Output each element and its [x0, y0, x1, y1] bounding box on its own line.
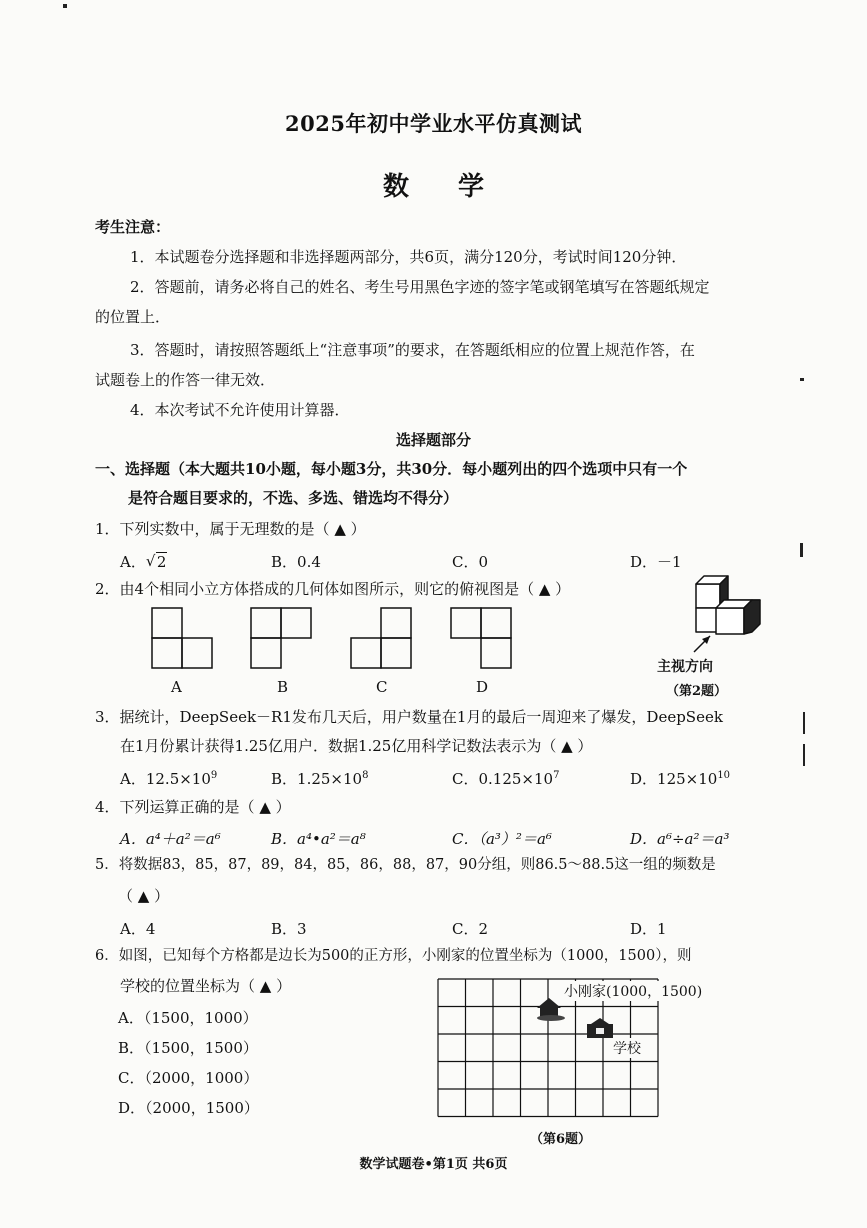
section-instruction-cont: 是符合题目要求的，不选、多选、错选均不得分） — [128, 489, 459, 507]
q6-home-label: 小刚家(1000，1500) — [562, 981, 704, 1001]
page-footer: 数学试题卷•第1页 共6页 — [359, 1157, 508, 1172]
q2-stem: 2．由4个相同小立方体搭成的几何体如图所示，则它的俯视图是（ ▲ ） — [95, 580, 571, 598]
q2-caption: （第2题） — [666, 684, 728, 699]
notice-item-4: 4．本次考试不允许使用计算器． — [130, 401, 350, 419]
notice-item-3: 3．答题时，请按照答题纸上“注意事项”的要求，在答题纸相应的位置上规范作答，在 — [130, 341, 695, 359]
scan-mark — [63, 4, 67, 8]
q6-option-b: B．（1500，1500） — [118, 1039, 258, 1057]
q4-option-b: B．a⁴•a²＝a⁸ — [271, 830, 366, 848]
q6-option-c: C．（2000，1000） — [118, 1069, 259, 1087]
section-instruction: 一、选择题（本大题共10小题，每小题3分，共30分．每小题列出的四个选项中只有一个 — [95, 460, 688, 478]
q5-option-a: A．4 — [120, 920, 156, 938]
q3-option-a: A．$12.5\times 10^9$ — [120, 770, 218, 788]
subject-heading: 数 学 — [382, 172, 505, 202]
q5-option-c: C．2 — [452, 920, 489, 938]
q2-label-b: B — [277, 678, 289, 696]
q3-option-c: C．$0.125\times 10^7$ — [452, 770, 560, 788]
q6-stem-line2: 学校的位置坐标为（ ▲ ） — [120, 977, 292, 995]
q3-stem-line1: 3．据统计，DeepSeek－R1发布几天后，用户数量在1月的最后一周迎来了爆发，DeepSeek — [95, 708, 723, 726]
q3-option-d: D．$125\times 10^{10}$ — [630, 770, 731, 788]
q2-figure-a — [152, 608, 212, 668]
q6-stem-line1: 6．如图，已知每个方格都是边长为500的正方形，小刚家的位置坐标为（1000，1500），则 — [95, 948, 692, 964]
q2-top-view-options — [140, 600, 560, 700]
q2-figure-c — [351, 608, 411, 668]
notice-heading: 考生注意： — [95, 218, 171, 236]
q4-option-d: D．a⁶÷a²＝a³ — [630, 830, 730, 848]
q4-stem: 4．下列运算正确的是（ ▲ ） — [95, 798, 291, 816]
scan-mark — [803, 744, 805, 766]
scan-mark — [800, 543, 803, 557]
sqrt-symbol: √ 2 — [145, 552, 167, 571]
notice-item-3-cont: 试题卷上的作答一律无效． — [95, 371, 276, 389]
q6-option-d: D．（2000，1500） — [118, 1099, 259, 1117]
q2-label-c: C — [376, 678, 388, 696]
q1-stem: 1．下列实数中，属于无理数的是（ ▲ ） — [95, 520, 366, 538]
notice-item-1: 1．本试题卷分选择题和非选择题两部分，共6页，满分120分，考试时间120分钟． — [130, 248, 687, 266]
notice-item-2-cont: 的位置上． — [95, 308, 171, 326]
q1-option-b: B．0.4 — [271, 553, 321, 571]
q1-option-d: D．－1 — [630, 553, 682, 571]
q6-caption: （第6题） — [530, 1132, 592, 1147]
home-icon — [537, 998, 565, 1021]
q1-option-a: A． √ 2 — [120, 552, 167, 571]
q5-option-d: D．1 — [630, 920, 667, 938]
q2-label-a: A — [171, 678, 182, 696]
scan-mark — [800, 378, 804, 381]
q4-option-c: C．（a³）²＝a⁶ — [452, 830, 552, 848]
notice-item-2: 2．答题前，请务必将自己的姓名、考生号用黑色字迹的签字笔或钢笔填写在答题纸规定 — [130, 278, 710, 296]
q2-view-direction: 主视方向 — [657, 659, 713, 675]
q1-option-c: C．0 — [452, 553, 489, 571]
q6-option-a: A．（1500，1000） — [118, 1009, 258, 1027]
q3-stem-line2: 在1月份累计获得1.25亿用户．数据1.25亿用科学记数法表示为（ ▲ ） — [120, 737, 593, 755]
school-icon — [587, 1018, 613, 1038]
q3-option-b: B．$1.25\times 10^8$ — [271, 770, 369, 788]
q5-stem-line2: （ ▲ ） — [118, 887, 170, 905]
page-title: 2025年初中学业水平仿真测试 — [285, 111, 582, 136]
q2-figure-d — [451, 608, 511, 668]
q5-stem-line1: 5．将数据83，85，87，89，84，85，86，88，87，90分组，则86.5～88.5这一组的频数是 — [95, 857, 716, 873]
q2-label-d: D — [476, 678, 489, 696]
q6-school-label: 学校 — [612, 1038, 642, 1058]
scan-mark — [803, 712, 805, 734]
q5-option-b: B．3 — [271, 920, 307, 938]
section-title: 选择题部分 — [395, 431, 471, 449]
q2-figure-b — [251, 608, 311, 668]
q4-option-a: A．a⁴＋a²＝a⁶ — [120, 830, 221, 848]
q2-cube-figure — [680, 570, 780, 660]
